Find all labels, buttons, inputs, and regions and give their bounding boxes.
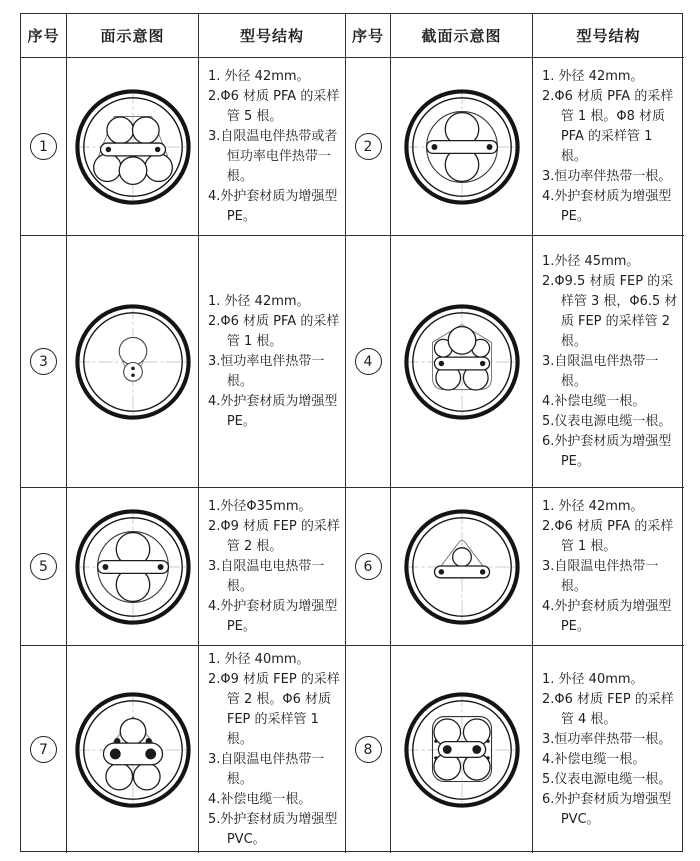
- serial-cell-3: [21, 236, 67, 488]
- spec-line: 3.自限温电伴热带一根。: [208, 751, 325, 787]
- header-structure-left: 型号结构: [199, 14, 346, 58]
- spec-line: 1. 外径 42mm。: [208, 293, 310, 309]
- spec-line: 3.自限温电伴热带一根。: [542, 353, 659, 389]
- spec-line: 3.自限温电伴热带或者恒功率电伴热带一根。: [208, 128, 338, 184]
- diagram-cell-3: [67, 236, 199, 488]
- serial-cell-1: [21, 58, 67, 236]
- spec-line: 3.自限温电伴热带一根。: [542, 558, 659, 594]
- spec-list-4: [533, 236, 684, 488]
- spec-list-2: [533, 58, 684, 236]
- serial-number-3: 3: [30, 348, 57, 375]
- diagram-cell-1: [67, 58, 199, 236]
- diagram-cell-8: [391, 646, 533, 853]
- header-structure-right: 型号结构: [533, 14, 684, 58]
- spec-line: 1. 外径 40mm。: [208, 651, 310, 667]
- spec-line: 4.外护套材质为增强型 PE。: [542, 598, 672, 634]
- serial-cell-2: [346, 58, 391, 236]
- serial-cell-7: [21, 646, 67, 853]
- serial-cell-6: [346, 488, 391, 646]
- serial-number-8: 8: [355, 736, 382, 763]
- cross-section-diagram-3: [72, 301, 194, 423]
- spec-list-3: [199, 236, 346, 488]
- diagram-cell-5: [67, 488, 199, 646]
- cross-section-diagram-6: [401, 506, 523, 628]
- spec-line: 4.外护套材质为增强型 PE。: [208, 598, 338, 634]
- serial-number-2: 2: [355, 133, 382, 160]
- spec-line: 4.外护套材质为增强型 PE。: [208, 188, 338, 224]
- spec-line: 1.外径Φ35mm。: [208, 498, 312, 514]
- serial-number-4: 4: [355, 348, 382, 375]
- spec-line: 5.仪表电源电缆一根。: [542, 771, 672, 787]
- cross-section-diagram-8: [401, 689, 523, 811]
- spec-line: 2.Φ9.5 材质 FEP 的采样管 3 根，Φ6.5 材质 FEP 的采样管 2 根。: [542, 273, 678, 349]
- spec-line: 3.恒功率电伴热带一根。: [208, 353, 325, 389]
- spec-line: 2.Φ6 材质 PFA 的采样管 1 根。: [208, 313, 340, 349]
- header-diagram-left: 面示意图: [67, 14, 199, 58]
- serial-cell-5: [21, 488, 67, 646]
- serial-number-6: 6: [355, 553, 382, 580]
- spec-list-1: [199, 58, 346, 236]
- spec-line: 1. 外径 42mm。: [542, 498, 644, 514]
- cross-section-diagram-5: [72, 506, 194, 628]
- spec-line: 5.外护套材质为增强型 PVC。: [208, 811, 338, 847]
- header-diagram-right: 截面示意图: [391, 14, 533, 58]
- spec-line: 4.补偿电缆一根。: [542, 751, 646, 767]
- spec-line: 1. 外径 40mm。: [542, 671, 644, 687]
- spec-line: 3.自限温电电热带一根。: [208, 558, 325, 594]
- spec-line: 4.补偿电缆一根。: [542, 393, 646, 409]
- serial-number-5: 5: [30, 553, 57, 580]
- spec-line: 1. 外径 42mm。: [208, 68, 310, 84]
- spec-list-8: [533, 646, 684, 853]
- cross-section-diagram-2: [401, 86, 523, 208]
- spec-line: 3.恒功率伴热带一根。: [542, 168, 672, 184]
- spec-line: 2.Φ6 材质 PFA 的采样管 1 根。: [542, 518, 674, 554]
- cross-section-diagram-1: [72, 86, 194, 208]
- spec-line: 6.外护套材质为增强型 PVC。: [542, 791, 672, 827]
- spec-line: 2.Φ9 材质 FEP 的采样管 2 根。Φ6 材质 FEP 的采样管 1 根。: [208, 671, 340, 747]
- serial-number-7: 7: [30, 736, 57, 763]
- spec-line: 2.Φ6 材质 PFA 的采样管 5 根。: [208, 88, 340, 124]
- spec-line: 3.恒功率伴热带一根。: [542, 731, 672, 747]
- header-serial-right: 序号: [346, 14, 391, 58]
- spec-line: 6.外护套材质为增强型 PE。: [542, 433, 672, 469]
- cross-section-diagram-7: [72, 689, 194, 811]
- spec-line: 1.外径 45mm。: [542, 253, 640, 269]
- spec-line: 2.Φ6 材质 FEP 的采样管 4 根。: [542, 691, 674, 727]
- diagram-cell-6: [391, 488, 533, 646]
- spec-line: 4.外护套材质为增强型 PE。: [208, 393, 338, 429]
- diagram-cell-4: [391, 236, 533, 488]
- spec-line: 4.外护套材质为增强型 PE。: [542, 188, 672, 224]
- serial-cell-4: [346, 236, 391, 488]
- serial-cell-8: [346, 646, 391, 853]
- diagram-cell-7: [67, 646, 199, 853]
- serial-number-1: 1: [30, 133, 57, 160]
- header-serial-left: 序号: [21, 14, 67, 58]
- cable-spec-table: [20, 13, 683, 852]
- spec-list-6: [533, 488, 684, 646]
- spec-list-5: [199, 488, 346, 646]
- cross-section-diagram-4: [401, 301, 523, 423]
- spec-line: 2.Φ9 材质 FEP 的采样管 2 根。: [208, 518, 340, 554]
- spec-list-7: [199, 646, 346, 853]
- diagram-cell-2: [391, 58, 533, 236]
- spec-line: 1. 外径 42mm。: [542, 68, 644, 84]
- spec-line: 2.Φ6 材质 PFA 的采样管 1 根。Φ8 材质 PFA 的采样管 1 根。: [542, 88, 674, 164]
- spec-line: 5.仪表电源电缆一根。: [542, 413, 672, 429]
- spec-line: 4.补偿电缆一根。: [208, 791, 312, 807]
